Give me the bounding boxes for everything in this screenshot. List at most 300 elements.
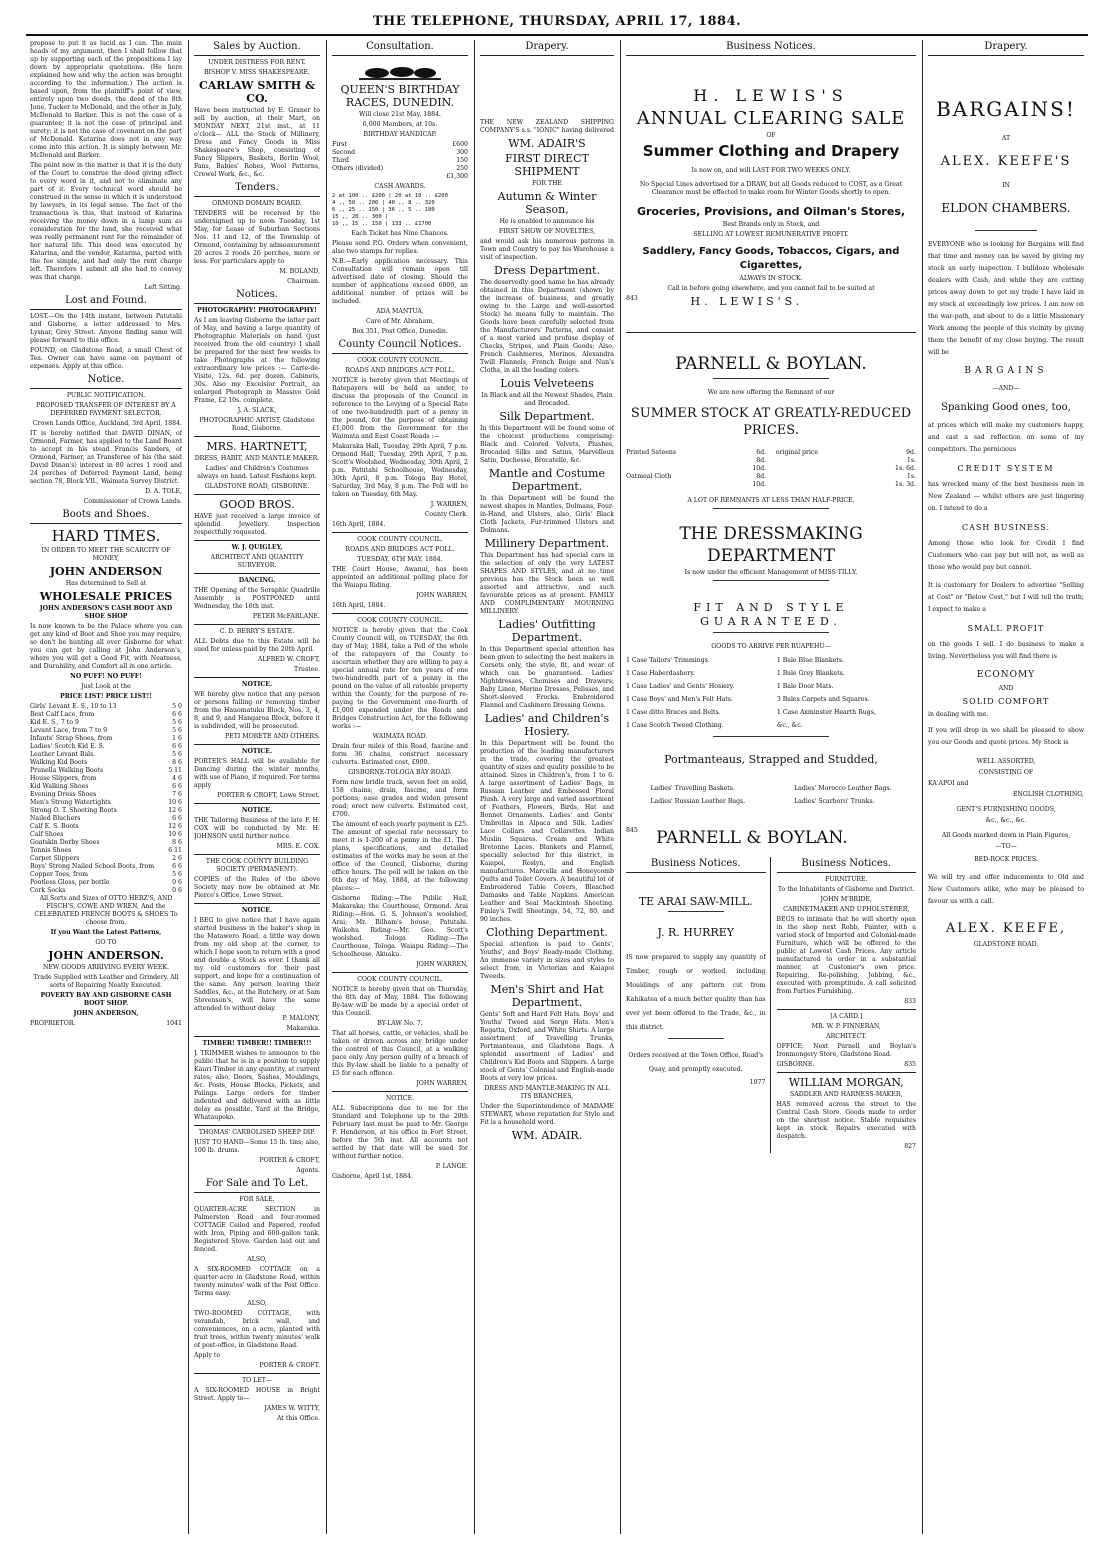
inducements: We will try and offer inducements to Old and New Customers alike, who may be pleased to favour us with a call.: [928, 874, 1084, 905]
sateen-cell: 10d.: [752, 465, 767, 472]
prize-total: £1,300: [446, 173, 468, 180]
hartnett4: GLADSTONE ROAD, GISBORNE.: [204, 483, 310, 490]
shop-name: JOHN ANDERSON'S CASH BOOT AND SHOE SHOP: [39, 605, 173, 620]
witty2: At this Office.: [277, 1415, 320, 1422]
masthead-title: THE TELEPHONE, THURSDAY, APRIL 17, 1884.: [372, 14, 742, 29]
notice-body: THE Tailoring Business of the late F. H. COX will be conducted by Mr. H. JOHNSON until further notice.: [194, 817, 320, 840]
dept-body: Special attention is paid to Gents', Youths', and Boys' Ready-made Clothing. An immense variety in sizes and styles to select from, in Victorian and Kaiapoi Tweeds.: [480, 941, 614, 980]
poverty-bay: POVERTY BAY AND GISBORNE CASH BOOT SHOP.: [40, 992, 172, 1007]
sateen-cell: 1s. 3d.: [895, 481, 916, 488]
notice: NOTICE.: [241, 807, 273, 814]
to-let: TO LET—: [241, 1377, 273, 1384]
notice-title: PUBLIC NOTIFICATION.: [66, 392, 146, 399]
price-row-value: 6 6: [172, 815, 182, 822]
bedrock: BED-ROCK PRICES.: [974, 856, 1038, 863]
lost-ad: LOST.—On the 14th instant, between Patutahi and Gisborne, a letter addressed to Mrs. Lysnar, Grey Street. Anyone finding same will please forward to this office.: [30, 313, 182, 344]
awards-table: 2 at 100 .. £200 | 20 at 10 .. £200 4 ,, 50 .. 200 | 40 ,, 8 .. 320 6 ,, 25 .. 150 | 36 ,, 5 .. 180 15 ,, 20 .. 300 | 10 ,, 15 .. 150 | 133 .. £1700: [332, 193, 448, 227]
spanking: Spanking Good ones, too,: [941, 402, 1071, 413]
price-row-value: 10 6: [168, 799, 182, 806]
price-row-label: Tennis Shoes: [30, 847, 72, 854]
customary: It is customary for Dealers to advertise "Selling at Cost" or "Below Cost," but I will tell the truth; I expect to make a: [928, 582, 1084, 613]
price-row-value: 6 6: [172, 783, 182, 790]
ccc: COOK COUNTY COUNCIL.: [357, 536, 443, 543]
in: IN: [1002, 182, 1010, 189]
warren: JOHN WARREN,: [416, 592, 468, 599]
hartnett: MRS. HARTNETT,: [206, 440, 308, 453]
bags-table: [626, 783, 916, 809]
agents: Agents.: [296, 1167, 320, 1174]
list-item: Ladies' Travelling Baskets.: [650, 785, 735, 792]
dept-title: Clothing Department.: [486, 926, 608, 939]
building-body: COPIES of the Rules of the above Society may now be obtained at Mr. Pierce's Office, Lowe Street.: [194, 876, 320, 899]
dept-title: Millinery Department.: [484, 537, 610, 550]
court: THE Court House, Awanui, has been appointed an additional polling place for the Waiapu Riding.: [332, 566, 468, 589]
dancing-body: THE Opening of the Seraphic Quadrille Assembly is POSTPONED until Wednesday, the 16th inst.: [194, 587, 320, 610]
notice-sub: PROPOSED TRANSFER OF INTEREST BY A DEFERRED PAYMENT SELECTOR.: [36, 402, 176, 417]
notice-sign: PETI MORETE AND OTHERS.: [225, 733, 320, 740]
price-row-value: 0 6: [172, 887, 182, 894]
sateen-price-list: [626, 449, 916, 489]
list-item: Ladies' Russian Leather Bags.: [650, 798, 746, 805]
anderson-name: JOHN ANDERSON: [49, 565, 163, 578]
ad-number: 833: [904, 998, 916, 1005]
handicap: BIRTHDAY HANDICAP.: [363, 131, 437, 138]
proprietor: JOHN ANDERSON,: [73, 1010, 139, 1017]
slack2: PHOTOGRAPHIC ARTIST, Gladstone Road, Gisborne.: [199, 417, 315, 432]
mbride-body: BEGS to intimate that he will shortly open in the shop next Robb, Painter, with a varied stock of Imported and Colonial-made Furniture, which will be offered to the public at Lowest Cash Prices. Any article manufactured to order in a substantial manner, at Customer's own price. Repairing, Re-polishing, Jobbing, &c., executed with promptitude. A call solicited from Parties Furnishing.: [776, 916, 916, 995]
sateen-cell: [776, 457, 863, 465]
prize-list: [332, 141, 468, 173]
witty: JAMES W. WITTY,: [264, 1405, 320, 1412]
prize-row-label: First: [332, 141, 347, 148]
dip-body: JUST TO HAND—Some 15 lb. tins; also, 100 lb. drums.: [194, 1139, 320, 1154]
sawmill-ad: [626, 857, 771, 1153]
sateen-cell: [626, 465, 713, 473]
enabled: He is enabled to announce his: [499, 218, 595, 225]
bargains2: BARGAINS: [964, 366, 1048, 376]
pinneran: MR. W. P. FINNERAN,: [811, 1023, 881, 1030]
list-item: 1 Case Tailors' Trimmings.: [626, 657, 710, 664]
quigley2: ARCHITECT AND QUANTITY SURVEYOR.: [210, 554, 304, 569]
price-row-label: Calf E. S. Boots: [30, 823, 79, 830]
tuesday: TUESDAY, 6TH MAY, 1884.: [357, 556, 443, 563]
trustee: Trustee.: [293, 666, 320, 673]
hartnett2: DRESS, HABIT, AND MANTLE MAKER.: [194, 455, 320, 462]
also: ALSO,: [247, 1300, 267, 1307]
price-row-label: House Slippers, from: [30, 775, 97, 782]
warren: JOHN WARREN,: [416, 1080, 468, 1087]
price-row-label: Goatskin Derby Shoes: [30, 839, 100, 846]
sateen-cell: 6d.: [756, 449, 767, 456]
prize-row-value: 300: [456, 149, 468, 156]
ad-number: 1077: [749, 1079, 766, 1086]
to-let-body: A SIX-ROOMED HOUSE in Bright Street. Apply to—: [194, 1387, 320, 1402]
hard-sub: IN ORDER TO MEET THE SCARCITY OF MONEY,: [41, 547, 171, 562]
inhab: To the Inhabitants of Gisborne and District.: [777, 886, 915, 893]
ormond: ORMOND DOMAIN BOARD.: [212, 200, 302, 207]
for: FOR THE: [531, 180, 563, 187]
call: Call in before going elsewhere, and you cannot fail to be suited at: [667, 285, 875, 292]
section-header: Notice.: [30, 373, 182, 389]
saddlery: Saddlery, Fancy Goods, Tobaccos, Cigars, and Cigarettes,: [642, 246, 900, 271]
berry-body: ALL Debts due to this Estate will be sued for unless paid by the 20th April.: [194, 638, 320, 653]
quigley: W. J. QUIGLEY,: [231, 544, 283, 551]
carlaw: CARLAW SMITH & CO.: [199, 79, 315, 105]
list-item: 1 Case Scotch Tweed Clothing.: [626, 722, 724, 729]
legal-text: The point now in the matter is that it is the duty of the Court to construe the deed giving effect to every word in it, and not to eliminate any part of it. Every technical word should be construed in the sense in which it is understood by lawyers, in its legal sense. The fact of the transactions is this, that instead of Katarina receiving the money down in a lump sum as consideration for the land, she received what was really permanent rent for the remainder of her natural life. This deed was executed by Katarina, and the vendor, Katarina, parted with the fee simple, and had only the rent charge left. Therefore I submit all she had to convey was that charge.: [30, 162, 182, 281]
and: —AND—: [992, 385, 1020, 392]
good-body: HAVE just received a large invoice of splendid Jewellery. Inspection respectfully requested.: [194, 513, 320, 536]
ad-number: 835: [904, 1061, 916, 1068]
section-header: Business Notices.: [777, 857, 917, 873]
bags-right: [794, 783, 891, 809]
prize-row: [332, 149, 468, 157]
price-row-label: Calf Shoes: [30, 831, 64, 838]
dealing: in dealing with me.: [928, 711, 989, 718]
fit-style: FIT AND STYLE GUARANTEED.: [693, 601, 849, 628]
apply-to: Apply to: [194, 1352, 221, 1359]
also: ALSO,: [247, 1256, 267, 1263]
orders: Orders received at the Town Office, Read's Quay, and promptly executed.: [628, 1052, 764, 1073]
solid-comfort: SOLID COMFORT: [962, 697, 1050, 706]
timber: TIMBER! TIMBER!! TIMBER!!!: [202, 1040, 312, 1047]
card: [A CARD.]: [830, 1013, 863, 1020]
sateen-cell: [626, 457, 713, 465]
to: —TO—: [995, 843, 1017, 850]
goods-left: [626, 655, 765, 733]
column-divider: [188, 40, 189, 1534]
sateen-cell: 10d.: [752, 481, 767, 488]
price-row-value: 5 6: [172, 719, 182, 726]
masthead-rule: [26, 34, 1088, 36]
lange: P. LANGE.: [435, 1163, 468, 1170]
price-row-label: Strong O. T. Shooting Boots: [30, 807, 117, 814]
column-1: [30, 40, 182, 1534]
cash-body: Among those who look for Credit I find Customers who can pay but will not, as well as those who would pay but cannot.: [928, 540, 1084, 571]
price-row-value: 4 6: [172, 775, 182, 782]
section-header: Business Notices.: [626, 40, 916, 56]
mbride: JOHN M'BRIDE,: [820, 896, 872, 903]
price-row: [30, 799, 182, 807]
prize-row-value: 250: [456, 165, 468, 172]
ad-number: 827: [904, 1143, 916, 1150]
sateen-cell: Oatmeal Cloth: [626, 473, 672, 480]
price-row: [30, 743, 182, 751]
slack: J. A. SLACK,: [237, 407, 277, 414]
dept-body: In this Department will be found some of the choicest productions comprising: Black and Colored Velvets, Plushes, Brocaded Silks and Satins, Marvelleux Satin, Duchesse, Brocatelle, &c.: [480, 425, 614, 464]
good-bros: GOOD BROS.: [219, 498, 295, 511]
ad-number: 845: [626, 827, 638, 834]
price-row: [30, 863, 182, 871]
prize-row-value: £600: [452, 141, 468, 148]
drop: If you will drop in we shall be pleased to show you our Goods and quote prices. My Stock is: [928, 727, 1084, 746]
list-item: 1 Case Haberdashery.: [626, 670, 695, 677]
dept-title: Dress Department.: [494, 264, 600, 277]
list-item: Ladies' Morocco Leather Bags.: [794, 785, 892, 792]
rate-body: The amount of each yearly payment is £25. The amount of special rate necessary to meet it is 1-200 of a penny in the £1. The plans, specifications, and detailed estimates of the works may be seen at the office of the Council, Gisborne, during office hours. The poll will be taken on the 6th day of May, 1884, at the following places:—: [332, 821, 468, 892]
price-list-title: PRICE LIST! PRICE LIST!!: [60, 693, 152, 700]
and2: AND: [998, 685, 1014, 692]
novelties: FIRST SHOW OF NOVELTIES,: [498, 228, 596, 235]
list-item: 1 Case Boys' and Men's Felt Hats.: [626, 696, 733, 703]
teararai: TE ARAI SAW-MILL.: [638, 895, 753, 908]
ad-number: 843: [626, 295, 638, 302]
remnants: A LOT OF REMNANTS AT LESS THAN HALF-PRICE.: [687, 497, 855, 504]
price-row-value: 5 6: [172, 727, 182, 734]
warren: J. WARREN,: [430, 501, 468, 508]
price-row-value: 8 6: [172, 759, 182, 766]
notice-sign: Makaraka.: [286, 1025, 320, 1032]
price-row-label: Nailed Bluchers: [30, 815, 81, 822]
gents: GENT'S FURNISHING GOODS,: [956, 806, 1056, 813]
price-row-value: 12 6: [168, 807, 182, 814]
cabinet: CABINETMAKER AND UPHOLSTERER,: [783, 906, 910, 913]
ccc: COOK COUNTY COUNCIL.: [357, 976, 443, 983]
business-notices-split: [626, 857, 916, 1153]
dancing: DANCING.: [238, 577, 276, 584]
column-2: [194, 40, 320, 1534]
section-header: Drapery.: [928, 40, 1084, 56]
sateen-cell: [626, 481, 713, 489]
price-row: [30, 727, 182, 735]
dept-body: The deservedly good name he has already obtained in this Department (shown by the increase of business, and greatly owing to the Large and well-assorted Stock) he means fully to maintain. The Goods have been carefully selected from the Manufacturers' Patterns, and consist of a most varied and profuse display of Checks, Stripes, and Plain Goods; Also, French Cashmeres, Merinos, Alexandra Twill Flannels, French Beige and Nun's Cloths, in all the leading colors.: [480, 279, 614, 374]
sateen-row: [626, 465, 916, 473]
price-row: [30, 887, 182, 895]
column-divider: [474, 40, 475, 1534]
first-shipment: FIRST DIRECT SHIPMENT: [505, 152, 589, 178]
notice-place: Crown Lands Office, Auckland, 3rd April, 1884.: [32, 420, 182, 427]
dm: DRESS AND MANTLE-MAKING IN ALL ITS BRANCHES,: [484, 1085, 610, 1100]
list-item: 3 Bales Carpets and Squares.: [776, 696, 870, 703]
dip: THOMAS' CARBOLISED SHEEP DIP.: [198, 1129, 316, 1136]
gisborne: GISBORNE.: [776, 1061, 815, 1068]
price-row-value: 6 11: [168, 847, 182, 854]
shop-body: Is now known to be the Palace where you can get any kind of Boot and Shoe you may require, so don't be hunting all over Gisborne for what you can get by calling at John Anderson's, where you will get a Good Fit, with Neatness, and Durability, and Comfort all in one article.: [30, 623, 182, 670]
price-row-value: 1 6: [172, 735, 182, 742]
sateen-cell: [776, 465, 863, 473]
poll-list: Makaraka Hall, Tuesday, 29th April, 7 p.m. Ormond Hall, Tuesday, 29th April, 7 p.m. Scott's Woolshed, Wednesday, 30th April, 2 p.m. Patutahi Schoolhouse, Wednesday, 30th April, 8 p.m. Tologa Bay Hotel, Saturday, 3rd May, 8 p.m. The Poll will be taken on Tuesday, 6th May.: [332, 443, 468, 498]
portmanteaus: Portmanteaus, Strapped and Studded,: [664, 753, 878, 766]
selling: SELLING AT LOWEST REMUNERATIVE PROFIT.: [693, 231, 849, 238]
hard-times: HARD TIMES.: [51, 527, 161, 545]
list-item: 1 Bale Blue Blankets.: [776, 657, 844, 664]
price-row-label: Cork Socks: [30, 887, 66, 894]
ada: ADA MANTUA,: [376, 308, 424, 315]
architect: ARCHITECT.: [826, 1033, 867, 1040]
dept-body: In this Department special attention has been given to selecting the best makers in Corsets only, the style, fit, and wear of which can be guaranteed. Ladies' Nightdresses, Chemises and Drawers; Baby Linen, Merino Dresses, Pelisses, and Short-sleeved Frocks. Embroidered Flannel and Cashmere Dressing Gowns.: [480, 646, 614, 709]
waimata: WAIMATA ROAD.: [372, 733, 428, 740]
prize-row-value: 150: [456, 157, 468, 164]
sateen-cell: original price: [775, 449, 819, 456]
price-row-label: Infants' Strap Shoes, from: [30, 735, 113, 742]
also-body: A SIX-ROOMED COTTAGE on a quarter-acre in Gladstone Road, within twenty minutes' walk of the Post Office. Terms easy.: [194, 1266, 320, 1297]
for-sale: FOR SALE.: [239, 1196, 275, 1203]
dept-body: In Black and all the Newest Shades, Plain and Brocaded.: [481, 392, 613, 407]
of: OF: [766, 132, 776, 139]
dept-body: In this Department will be found the newest shapes in Mantles, Dolmans, Four-in-Hand, and Ulsters, also, Girls' Black Cloth Jackets, Fur-trimmed Ulsters and Dolmans.: [480, 495, 614, 534]
dept-body: Gents' Soft and Hard Felt Hats. Boys' and Youths' Tweed and Serge Hats. Men's Regatta, Oxford, and White Shirts. A large assortment of Travelling Trunks, Portmanteaus, and Gladstone Bags. A splendid assortment of Ladies' and Children's Kid Boots and Slippers. A large stock of Gents' Colonial and English-made Boots at very low prices.: [480, 1011, 614, 1082]
price-row: [30, 783, 182, 791]
price-row-label: Pootless Gloss, per bottle: [30, 879, 110, 886]
look: Just Look at the: [81, 683, 131, 690]
sateen-cell: 1s.: [906, 457, 916, 464]
sale-body: QUARTER-ACRE SECTION in Palmerston Road and four-roomed COTTAGE Ceiled and Papered, roofed with Iron, Piping and 600-gallon tank, Registered Stove. Garden laid out and fenced.: [194, 1206, 320, 1253]
dressmaking: THE DRESSMAKING DEPARTMENT: [679, 524, 863, 566]
section-header: Notices.: [194, 288, 320, 304]
price-row-label: Walking Kid Boots: [30, 759, 88, 766]
economy: ECONOMY: [976, 670, 1036, 680]
ccc3-body: NOTICE is hereby given that the Cook County Council will, on TUESDAY, the 6th day of May, 1884, take a Poll of the whole of the ratepayers of the County to ascertain whether they are willing to pay a special annual rate for ten years of one two-hundredth part of a penny in the pound on the value of all rateable property within the County, for the purpose of re-paying to the Government one-fourth of £1,000 expended under the Roads and Bridges Construction Act, for the following works :—: [332, 627, 468, 730]
ship: THE NEW ZEALAND SHIPPING COMPANY'S s.s. "IONIC" having delivered: [480, 119, 614, 134]
determined: Has determined to Sell at: [65, 580, 147, 587]
price-row-label: Levant Lace, from 7 to 9: [30, 727, 108, 734]
sateen-cell: Printed Sateens: [626, 449, 677, 456]
clerk: County Clerk.: [424, 511, 468, 518]
hurrey: J. R. HURREY: [657, 926, 735, 939]
dept-title: Men's Shirt and Hat Department.: [490, 983, 604, 1009]
goods-table: [626, 655, 916, 733]
goto: GO TO: [95, 939, 117, 946]
price-row-label: Ladies' Scotch Kid E. S.: [30, 743, 105, 750]
warren: JOHN WARREN,: [416, 961, 468, 968]
section-header: Drapery.: [480, 40, 614, 56]
remnant: We are now offering the Remnant of our: [707, 389, 835, 396]
dept-body: In this Department will be found the production of the leading manufacturers in the trade, covering the greatest quantity of sizes and quality possible to be attained. Sizes in Children's, from 1 to 6. A large assortment of Ladies' Bags, in Russian Leather and Embossed Floral Plush. A very large and varied assortment of Feathers, Flowers, Birds, Hat and Bonnet Ornaments. Ladies' and Gents' Umbrellas in Alpaca and Silk. Ladies' Lace Collars and Collarettes. Indian Muslin Squares. Cream and White Bretonne Laces. Blankets and Flannel, specially selected for this district, in Kaiapoi, Roslyn, and English manufactures. Marcella and Honeycomb Quilts and Toilet Covers. A beautiful lot of Embroidered Table Covers, Bleached Damasks and Table Napkins. American Leather and Seal Mackintosh Sheeting. Finlay's Twill Sheetings, 54, 72, 80, and 90 inches.: [480, 740, 614, 923]
close: Will close 21st May, 1884.: [359, 111, 441, 118]
column-divider: [326, 40, 327, 1534]
building: THE COOK COUNTY BUILDING SOCIETY (PERMANENT).: [205, 858, 309, 873]
price-row: [30, 703, 182, 711]
credit-body: has wrecked many of the best business men in New Zealand — whilst others are just lingering on. I intend to do a: [928, 481, 1084, 512]
english: ENGLISH CLOTHING,: [1012, 791, 1084, 798]
eldon: ELDON CHAMBERS.: [941, 201, 1071, 215]
price-row: [30, 847, 182, 855]
column-divider: [620, 40, 621, 1534]
berry: C. D. BERRY'S ESTATE.: [219, 628, 295, 635]
tologa: GISBORNE-TOLOGA BAY ROAD.: [348, 769, 452, 776]
section-header: County Council Notices.: [332, 338, 468, 354]
price-row: [30, 823, 182, 831]
no-puff: NO PUFF! NO PUFF!: [70, 673, 142, 680]
croft: ALFRED W. CROFT,: [257, 656, 320, 663]
no-special: No Special Lines advertised for a DRAW, but all Goods reduced to COST, as a Great Clearance must be effected to make room for Winter Goods shortly to open.: [639, 181, 903, 196]
also-body: TWO-ROOMED COTTAGE, with verandah, brick wall, and conveniences, on a acre, planted with fruit trees, within twenty minutes' walk of post-office, in Gladstone Road.: [194, 1310, 320, 1349]
price-row-value: 6 6: [172, 711, 182, 718]
notice-sign: P. MALONY,: [282, 1015, 320, 1022]
notice-body: WE hereby give notice that any person or persons falling or removing timber from the Hauomatuku Block, Nos. 3, 4, 8, and 9, and Hangaroa Block, before it is subdivided, will be prosecuted.: [194, 691, 320, 730]
price-row-label: Best Calf Lace, from: [30, 711, 95, 718]
price-row: [30, 711, 182, 719]
roads: ROADS AND BRIDGES ACT POLL.: [345, 546, 455, 553]
chairman: Chairman.: [287, 278, 320, 285]
boland: M. BOLAND,: [279, 268, 320, 275]
photo: PHOTOGRAPHY! PHOTOGRAPHY!: [197, 307, 317, 314]
price-row-value: 5 6: [172, 751, 182, 758]
sateen-row: [626, 457, 916, 465]
notice-body: IT is hereby notified that DAVID DINAN, of Ormond, Farmer, has applied to the Land Board to accept in his stead Francis Sanders, of Ormond, Farmer, as Transferee of his (the said David Dinan's) interest in 80 acres 1 rood and 24 perches of Deferred Payment Land, being section 78, Block VII., Waimata Survey District.: [30, 430, 182, 485]
sateen-row: [626, 449, 916, 457]
office: OFFICE: Next Parnell and Boylan's Ironmongery Store, Gladstone Road.: [776, 1043, 916, 1058]
bishop: BISHOP V. MISS SHAKESPEARE.: [203, 69, 311, 76]
column-3: [332, 40, 468, 1534]
prices: at prices which will make my customers happy, and cast a sad reflection on some of my competitors. The pernicious: [928, 422, 1084, 453]
ad-number: 1041: [166, 1020, 182, 1027]
price-row-value: 5 6: [172, 871, 182, 878]
chances: Each Ticket has Nine Chances.: [351, 230, 449, 237]
price-row-label: Prunella Walking Boots: [30, 767, 104, 774]
members: 6,000 Members, at 10s.: [362, 121, 438, 128]
sateen-cell: 8d.: [756, 473, 767, 480]
date: 16th April, 1884.: [332, 602, 386, 609]
tenders-body: TENDERS will be received by the undersigned up to noon Tuesday, 1st May, for Lease of Suburban Sections Nos. 11 and 12, of the Township of Ormond, containing by admeasurement 20 acres 2 roods 26 perches, more or less. For particulars apply to: [194, 210, 320, 265]
price-row: [30, 855, 182, 863]
nb: N.B.—Early application necessary. This Consultation will remain open till advertised date of closing. Should the number of applications exceed 6000, an additional number of prizes will be included.: [332, 258, 468, 305]
price-row: [30, 735, 182, 743]
price-row: [30, 719, 182, 727]
notice-body: PORTER'S HALL will be available for Dancing during the winter months, with use of Piano, if required. For terms apply: [194, 758, 320, 789]
prize-row: [332, 157, 468, 165]
sateen-cell: 8d.: [756, 457, 767, 464]
notice-body: ALL Subscriptions due to me for the Standard and Telephone up to the 29th February last must be paid to Mr. George F. Henderson, at his office in Fort Street, before the 5th inst. All accounts not settled by that date will be sued for without further notice.: [332, 1105, 468, 1160]
prize-row: [332, 141, 468, 149]
consisting: CONSISTING OF: [978, 769, 1034, 776]
poll-body: NOTICE is hereby given that Meetings of Ratepayers will be held as under, to discuss the proposals of the Council in reference to the Levying of a Special Rate of one two-hundredth part of a penny in the pound, for the purpose of obtaining £1,000 from the Government for the Waimata and East Coast Roads :—: [332, 377, 468, 440]
keefe-sign: ALEX. KEEFE,: [945, 921, 1067, 936]
section-header: Lost and Found.: [30, 294, 182, 310]
notice-body: I BEG to give notice that I have again started business in the baker's shop in the Matawero Road, a little way down from my old shop at the corner, to which I hope soon to return with a good and double a Stock as ever. I thank all my old customers for their past support, and hope for a continuation of the same. Any person leaving their Saddles, &c., at the Butchery, or at Sam Stevenson's, will have the same attended to without delay.: [194, 917, 320, 1012]
price-row-label: Girls' Levant E. S., 10 to 13: [30, 703, 117, 710]
clearing: ANNUAL CLEARING SALE: [636, 108, 906, 129]
photo-body: As I am leaving Gisborne the latter part of May, and having a large quantity of Photographic Materials on hand (just received from the old country) I shall be prepared for the next few weeks to take Photographs at the following extraordinary low prices :— Carte-de-Visite, 12s. 6d. per dozen. Cabinets, 30s. Also my Excelsior Portrait, an enlarged Photograph in Massive Gold Frame, £2 10s. complete.: [194, 317, 320, 404]
section-header: Tenders.: [194, 181, 320, 197]
price-row: [30, 871, 182, 879]
tilly: Is now under the efficient Management of MISS TILLY.: [684, 569, 858, 576]
ccc4-body: NOTICE is hereby given that on Thursday, the 8th day of May, 1884. The following By-law will be made by a special order of this Council.: [332, 986, 468, 1017]
sateen-row: [626, 481, 916, 489]
sateen-cell: [776, 473, 863, 481]
now-on: Is now on, and will LAST FOR TWO WEEKS ONLY.: [691, 167, 851, 174]
prize-row: [332, 165, 468, 173]
road: GLADSTONE ROAD.: [973, 941, 1039, 948]
prize-row-label: Third: [332, 157, 350, 164]
list-item: 1 Case Axminster Hearth Rugs,: [776, 709, 876, 716]
section-header: For Sale and To Let.: [194, 1177, 320, 1193]
trade: Trade Supplied with Leather and Grindery. All sorts of Repairing Neatly Executed.: [33, 974, 179, 989]
groceries: Groceries, Provisions, and Oilman's Stores,: [636, 205, 906, 218]
dept-title: Ladies' Outfitting Department.: [498, 618, 596, 644]
price-row-value: 10 6: [168, 831, 182, 838]
price-row: [30, 839, 182, 847]
price-row: [30, 879, 182, 887]
column-6: [928, 40, 1084, 1534]
ccc: COOK COUNTY COUNCIL.: [357, 357, 443, 364]
ccc: COOK COUNTY COUNCIL.: [357, 617, 443, 624]
price-row-label: Leather Levant Bals.: [30, 751, 96, 758]
price-row-label: Kid Walking Shoes: [30, 783, 89, 790]
cash-awards: CASH AWARDS.: [374, 183, 426, 190]
list-item: Ladies' Scarboro' Trunks.: [794, 798, 875, 805]
dept-title: Louis Velveteens: [500, 377, 594, 390]
goods-arrive: GOODS TO ARRIVE PER RUAPEHU—: [711, 643, 831, 650]
horse-race-engraving: [357, 59, 443, 81]
list-item: 1 Case Ladies' and Gents' Hosiery.: [626, 683, 735, 690]
saddler: SADDLER AND HARNESS-MAKER,: [790, 1091, 903, 1098]
remit: Please send P.O. Orders when convenient, also two stamps for replies.: [332, 240, 468, 255]
at: AT: [1001, 135, 1011, 142]
sateen-row: [626, 473, 916, 481]
found-ad: FOUND, on Gladstone Road, a small Chest of Tea. Owner can have same on payment of expenses. Apply at this office.: [30, 347, 182, 370]
price-row-label: Evening Dress Shoes: [30, 791, 97, 798]
